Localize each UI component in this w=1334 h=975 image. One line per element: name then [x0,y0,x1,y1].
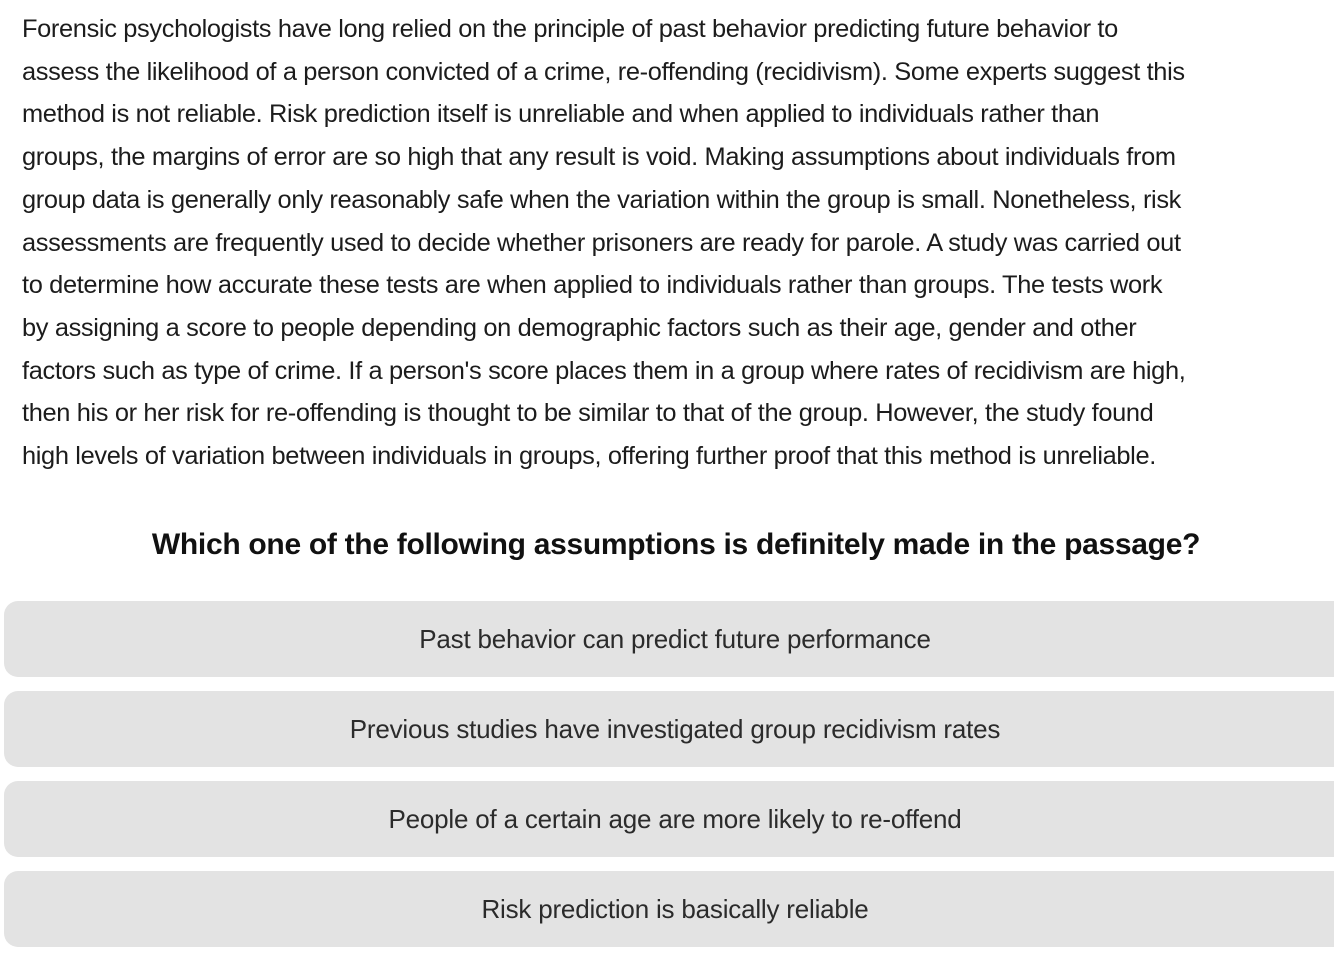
passage-text: Forensic psychologists have long relied on the principle of past behavior predicting future behavior to assess the likelihood of a person convicted of a crime, re-offending (recidivism). Some experts suggest this method is not reliable. Risk prediction itself is unreliable and when applied to individuals rather than groups, the margins of error are so high that any result is void. Making assumptions about individuals from group data is generally only reasonably safe when the variation within the group is small. Nonetheless, risk assessments are frequently used to decide whether prisoners are ready for parole. A study was carried out to determine how accurate these tests are when applied to individuals rather than groups. The tests work by assigning a score to people depending on demographic factors such as their age, gender and other factors such as type of crime. If a person's score places them in a group where rates of recidivism are high, then his or her risk for re-offending is thought to be similar to that of the group. However, the study found high levels of variation between individuals in groups, offering further proof that this method is unreliable. [22,15,1186,471]
answer-option-3[interactable]: People of a certain age are more likely to re-offend [4,781,1334,857]
answer-option-2[interactable]: Previous studies have investigated group recidivism rates [4,691,1334,767]
answer-option-1[interactable]: Past behavior can predict future performance [4,601,1334,677]
question-prompt: Which one of the following assumptions is definitely made in the passage? [151,528,1201,561]
answer-options [4,601,1334,961]
answer-option-4[interactable]: Risk prediction is basically reliable [4,871,1334,947]
